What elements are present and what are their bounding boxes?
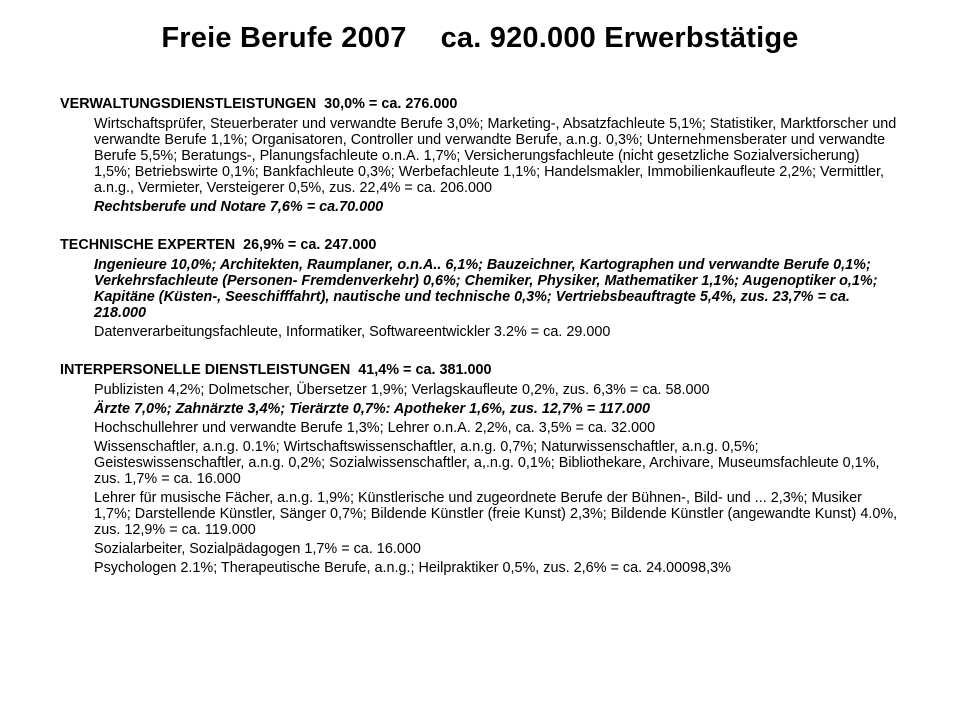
title-right: ca. 920.000 Erwerbstätige: [440, 22, 799, 54]
section-heading-summary: 30,0% = ca. 276.000: [324, 96, 458, 112]
list-item: Publizisten 4,2%; Dolmetscher, Übersetzer 1,9%; Verlagskaufleute 0,2%, zus. 6,3% = ca. 58.000: [94, 382, 710, 398]
list-item: Psychologen 2.1%; Therapeutische Berufe, a.n.g.; Heilpraktiker 0,5%, zus. 2,6% = ca. 24.00098,3%: [94, 560, 731, 576]
list-item: Lehrer für musische Fächer, a.n.g. 1,9%; Künstlerische und zugeordnete Berufe der Bühnen-, Bild- und ... 2,3%; Musiker 1,7%; Darstellende Künstler, Sänger 0,7%; Bildende Künstler (freie Kunst) 2,3%; Bildende Künstler (angewandte Kunst) 4.0%, zus. 12,9% = ca. 119.000: [94, 490, 898, 538]
slide-content: [60, 96, 900, 579]
list-item: Wissenschaftler, a.n.g. 0.1%; Wirtschaftswissenschaftler, a.n.g. 0,7%; Naturwissenschaftler, a.n.g. 0,5%; Geisteswissenschaftler, a.n.g. 0,2%; Sozialwissenschaftler, a,.n.g. 0,1%; Bibliothekare, Archivare, Museumsfachleute 0,1%, zus. 1,7% = ca. 16.000: [94, 439, 880, 487]
section-heading-summary: 26,9% = ca. 247.000: [243, 237, 377, 253]
section-heading-label: VERWALTUNGSDIENSTLEISTUNGEN: [60, 96, 317, 112]
section-heading-label: INTERPERSONELLE DIENSTLEISTUNGEN: [60, 362, 351, 378]
section-heading-label: TECHNISCHE EXPERTEN: [60, 237, 236, 253]
list-item: Ingenieure 10,0%; Architekten, Raumplaner, o.n.A.. 6,1%; Bauzeichner, Kartographen und verwandte Berufe 0,1%; Verkehrsfachleute (Personen- Fremdenverkehr) 0,6%; Chemiker, Physiker, Mathematiker 1,1%; Augenoptiker o,1%; Kapitäne (Küsten-, Seeschifffahrt), nautische und technische 0,3%; Vertriebsbeauftragte 5,4%, zus. 23,7% = ca. 218.000: [94, 257, 878, 321]
section-interpersonelle-dienstleistungen: [60, 362, 900, 576]
slide-title: [0, 22, 960, 55]
list-item: Rechtsberufe und Notare 7,6% = ca.70.000: [94, 199, 384, 215]
section-heading: [60, 362, 900, 379]
section-heading: [60, 96, 900, 113]
list-item: Datenverarbeitungsfachleute, Informatiker, Softwareentwickler 3.2% = ca. 29.000: [94, 324, 611, 340]
section-verwaltungsdienstleistungen: [60, 96, 900, 215]
section-technische-experten: [60, 237, 900, 340]
list-item: Hochschullehrer und verwandte Berufe 1,3%; Lehrer o.n.A. 2,2%, ca. 3,5% = ca. 32.000: [94, 420, 656, 436]
list-item: Sozialarbeiter, Sozialpädagogen 1,7% = ca. 16.000: [94, 541, 421, 557]
list-item: Ärzte 7,0%; Zahnärzte 3,4%; Tierärzte 0,7%: Apotheker 1,6%, zus. 12,7% = 117.000: [94, 401, 651, 417]
title-left: Freie Berufe 2007: [161, 22, 407, 54]
section-heading: [60, 237, 900, 254]
list-item: Wirtschaftsprüfer, Steuerberater und verwandte Berufe 3,0%; Marketing-, Absatzfachleute 5,1%; Statistiker, Marktforscher und verwandte Berufe 1,1%; Organisatoren, Controller und verwandte Berufe, a.n.g. 0,3%; Unternehmensberater und verwandte Berufe 5,5%; Beratungs-, Planungsfachleute o.n.A. 1,7%; Versicherungsfachleute (nicht gesetzliche Sozialversicherung) 1,5%; Betriebswirte 0,1%; Bankfachleute 0,3%; Werbefachleute 1,1%; Handelsmakler, Immobilienkaufleute 2,2%; Vermittler, a.n.g., Vermieter, Versteigerer 0,5%, zus. 22,4% = ca. 206.000: [94, 116, 897, 196]
section-heading-summary: 41,4% = ca. 381.000: [358, 362, 492, 378]
